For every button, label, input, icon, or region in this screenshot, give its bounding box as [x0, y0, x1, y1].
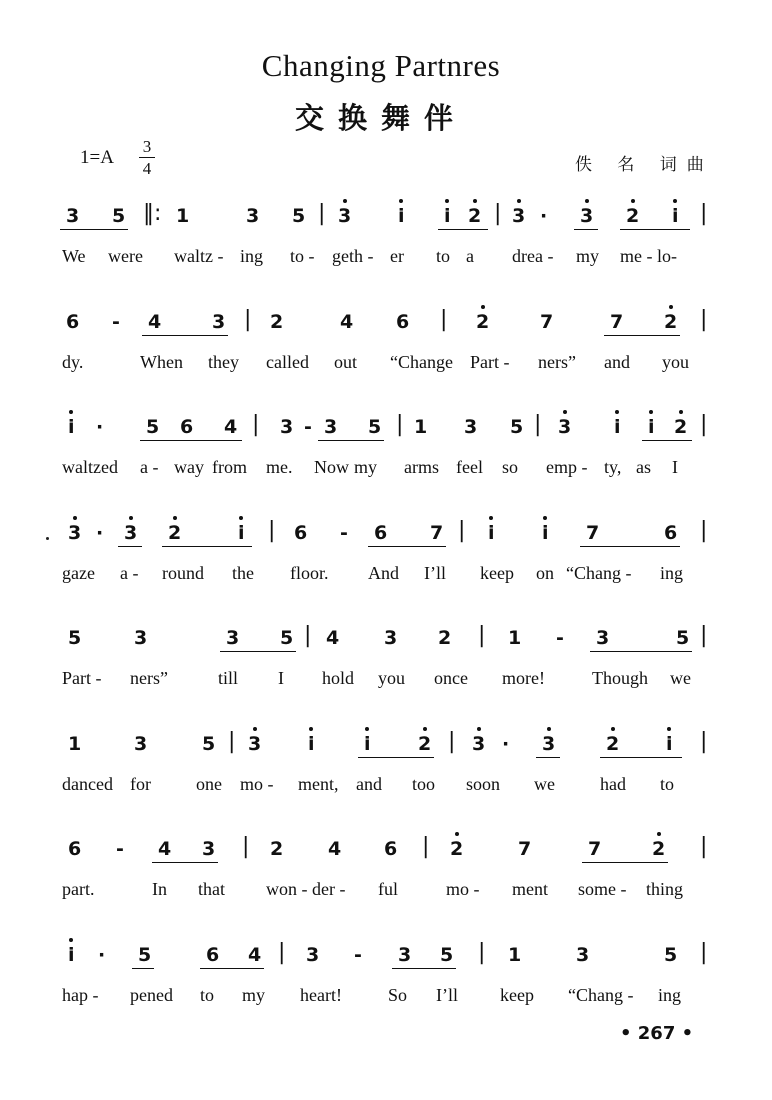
- lyric-syllable: When: [140, 352, 183, 372]
- barline: |: [422, 834, 430, 859]
- lyric-syllable: keep: [480, 563, 514, 583]
- note: 4: [224, 416, 238, 438]
- lyric-syllable: ing: [240, 246, 264, 266]
- note: ·: [96, 522, 104, 544]
- note: 5: [112, 205, 126, 227]
- underline-beam: [536, 757, 560, 758]
- note: 4: [158, 838, 172, 860]
- lyric-syllable: some -: [578, 879, 627, 899]
- note: 4: [328, 838, 342, 860]
- note: 2: [168, 522, 182, 544]
- note: ·: [540, 205, 548, 227]
- underline-beam: [620, 229, 690, 230]
- note: 5: [510, 416, 524, 438]
- note: 3: [124, 522, 138, 544]
- lyric-syllable: floor.: [290, 563, 329, 583]
- lyric-syllable: emp -: [546, 457, 588, 477]
- barline: |: [700, 623, 708, 648]
- lyric-syllable: I: [672, 457, 678, 477]
- note: 3: [212, 311, 226, 333]
- note: 3: [134, 627, 148, 649]
- underline-beam: [574, 229, 598, 230]
- note: 3: [68, 522, 82, 544]
- lyric-syllable: keep: [500, 985, 534, 1005]
- underline-beam: [582, 862, 668, 863]
- note: 3: [558, 416, 572, 438]
- lyric-syllable: me.: [266, 457, 293, 477]
- lyric-syllable: the: [232, 563, 254, 583]
- barline: |: [228, 729, 236, 754]
- note: 7: [518, 838, 532, 860]
- note: i: [542, 522, 549, 544]
- note: i: [614, 416, 621, 438]
- lyric-syllable: ing: [660, 563, 684, 583]
- barline: |: [700, 412, 708, 437]
- note: 7: [586, 522, 600, 544]
- barline: |: [700, 834, 708, 859]
- lyric-syllable: we: [534, 774, 555, 794]
- lyric-syllable: round: [162, 563, 204, 583]
- lyric-syllable: gaze: [62, 563, 95, 583]
- note: ·: [98, 944, 106, 966]
- lyric-syllable: ment: [512, 879, 548, 899]
- lyric-syllable: feel: [456, 457, 483, 477]
- lyric-syllable: we: [670, 668, 691, 688]
- composer-credit: 佚 名 词曲: [575, 155, 714, 175]
- underline-beam: [358, 757, 434, 758]
- underline-beam: [590, 651, 692, 652]
- note: 2: [438, 627, 452, 649]
- lyric-syllable: a -: [140, 457, 159, 477]
- note: 5: [676, 627, 690, 649]
- note: 2: [652, 838, 666, 860]
- song-title: Changing Partnres: [261, 48, 501, 83]
- note: 3: [134, 733, 148, 755]
- lyric-syllable: hold: [322, 668, 355, 688]
- barline: |: [304, 623, 312, 648]
- note: 7: [430, 522, 444, 544]
- note: 1: [68, 733, 82, 755]
- lyric-syllable: out: [334, 352, 358, 372]
- lyric-syllable: ty,: [604, 457, 622, 477]
- time-signature-denominator: 4: [142, 159, 152, 178]
- time-signature-numerator: 3: [142, 137, 152, 156]
- lyric-syllable: arms: [404, 457, 439, 477]
- underline-beam: [140, 440, 242, 441]
- lyric-syllable: so: [502, 457, 519, 477]
- lyric-syllable: as: [636, 457, 651, 477]
- lyric-syllable: that: [198, 879, 225, 899]
- score-system: [0, 201, 772, 315]
- note: 3: [324, 416, 338, 438]
- lyric-syllable: pened: [130, 985, 173, 1005]
- note: 2: [606, 733, 620, 755]
- note: -: [340, 522, 348, 544]
- lyric-syllable: to: [660, 774, 675, 794]
- barline: |: [700, 729, 708, 754]
- underline-beam: [580, 546, 680, 547]
- note: 6: [66, 311, 80, 333]
- lyric-syllable: “Change: [390, 352, 453, 372]
- note: 2: [664, 311, 678, 333]
- underline-beam: [600, 757, 682, 758]
- note: 2: [418, 733, 432, 755]
- note: 5: [280, 627, 294, 649]
- lyric-syllable: So: [388, 985, 408, 1005]
- underline-beam: [152, 862, 218, 863]
- note: 7: [610, 311, 624, 333]
- lyric-syllable: In: [152, 879, 167, 899]
- score-system: [0, 729, 772, 843]
- note: 2: [476, 311, 490, 333]
- note: 4: [340, 311, 354, 333]
- underline-beam: [392, 968, 456, 969]
- underline-beam: [438, 229, 488, 230]
- lyric-syllable: a -: [120, 563, 139, 583]
- note: 7: [540, 311, 554, 333]
- note: 5: [68, 627, 82, 649]
- note: 6: [294, 522, 308, 544]
- note: 3: [202, 838, 216, 860]
- lyric-syllable: ners”: [538, 352, 576, 372]
- lyric-syllable: We: [62, 246, 86, 266]
- note: 5: [138, 944, 152, 966]
- song-subtitle: 交换舞伴: [294, 101, 467, 135]
- key-signature: 1=A: [80, 147, 114, 168]
- note: 1: [176, 205, 190, 227]
- note: 3: [576, 944, 590, 966]
- note: 6: [664, 522, 678, 544]
- underline-beam: [60, 229, 128, 230]
- note: 5: [368, 416, 382, 438]
- lyric-syllable: Part -: [470, 352, 510, 372]
- note: i: [444, 205, 451, 227]
- underline-beam: [318, 440, 384, 441]
- lyric-syllable: thing: [646, 879, 684, 899]
- note: i: [68, 944, 75, 966]
- lyric-syllable: I’ll: [424, 563, 446, 583]
- lyric-syllable: my: [354, 457, 378, 477]
- lyric-syllable: And: [368, 563, 399, 583]
- barline: |: [242, 834, 250, 859]
- lyric-syllable: “Chang -: [568, 985, 634, 1005]
- note: 2: [674, 416, 688, 438]
- underline-beam: [604, 335, 680, 336]
- lyric-syllable: to: [200, 985, 215, 1005]
- note: 3: [226, 627, 240, 649]
- note: 2: [270, 311, 284, 333]
- barline: |: [278, 940, 286, 965]
- lyric-syllable: ment,: [298, 774, 339, 794]
- note: 6: [384, 838, 398, 860]
- note: -: [112, 311, 120, 333]
- note: i: [308, 733, 315, 755]
- time-signature-bar: [139, 157, 155, 158]
- score-system: [0, 518, 772, 632]
- barline: |: [252, 412, 260, 437]
- barline: |: [318, 201, 326, 226]
- lyric-syllable: heart!: [300, 985, 342, 1005]
- lyric-syllable: more!: [502, 668, 545, 688]
- barline: |: [478, 623, 486, 648]
- score-system: [0, 623, 772, 737]
- note: i: [238, 522, 245, 544]
- note: 1: [414, 416, 428, 438]
- lyric-syllable: a: [466, 246, 474, 266]
- lyric-syllable: danced: [62, 774, 113, 794]
- note: 3: [280, 416, 294, 438]
- barline: |: [700, 518, 708, 543]
- note: -: [354, 944, 362, 966]
- barline: |: [458, 518, 466, 543]
- note: 5: [292, 205, 306, 227]
- note: 5: [664, 944, 678, 966]
- lyric-syllable: to -: [290, 246, 315, 266]
- lyric-syllable: ners”: [130, 668, 168, 688]
- note: 2: [468, 205, 482, 227]
- lyric-syllable: way: [174, 457, 204, 477]
- note: i: [364, 733, 371, 755]
- lyric-syllable: mo -: [446, 879, 480, 899]
- barline: |: [700, 201, 708, 226]
- lyric-syllable: I: [278, 668, 284, 688]
- lyric-syllable: you: [662, 352, 689, 372]
- note: -: [556, 627, 564, 649]
- lyric-syllable: Now: [314, 457, 349, 477]
- note: 6: [396, 311, 410, 333]
- note: i: [648, 416, 655, 438]
- score-system: [0, 834, 772, 948]
- note: i: [672, 205, 679, 227]
- lyric-syllable: were: [108, 246, 143, 266]
- note: 3: [338, 205, 352, 227]
- note: 2: [450, 838, 464, 860]
- margin-mark: [46, 537, 49, 540]
- underline-beam: [642, 440, 692, 441]
- note: 3: [248, 733, 262, 755]
- note: i: [68, 416, 75, 438]
- barline: |: [448, 729, 456, 754]
- note: i: [398, 205, 405, 227]
- lyric-syllable: for: [130, 774, 151, 794]
- lyric-syllable: waltzed: [62, 457, 118, 477]
- note: 3: [246, 205, 260, 227]
- lyric-syllable: and: [356, 774, 382, 794]
- lyric-syllable: they: [208, 352, 239, 372]
- lyric-syllable: to: [436, 246, 451, 266]
- lyric-syllable: hap -: [62, 985, 99, 1005]
- time-signature: [139, 137, 155, 178]
- note: 3: [512, 205, 526, 227]
- lyric-syllable: soon: [466, 774, 501, 794]
- barline: |: [268, 518, 276, 543]
- note: 4: [326, 627, 340, 649]
- lyric-syllable: Though: [592, 668, 648, 688]
- note: 5: [440, 944, 454, 966]
- score-system: [0, 307, 772, 421]
- barline: |: [534, 412, 542, 437]
- lyric-syllable: called: [266, 352, 309, 372]
- score-system: [0, 412, 772, 526]
- lyric-syllable: ful: [378, 879, 398, 899]
- lyric-syllable: I’ll: [436, 985, 458, 1005]
- note: 2: [270, 838, 284, 860]
- lyric-syllable: my: [576, 246, 600, 266]
- barline: |: [494, 201, 502, 226]
- lyric-syllable: had: [600, 774, 626, 794]
- note: 3: [306, 944, 320, 966]
- lyric-syllable: dy.: [62, 352, 84, 372]
- note: 7: [588, 838, 602, 860]
- note: 3: [464, 416, 478, 438]
- lyric-syllable: geth -: [332, 246, 374, 266]
- lyric-syllable: ing: [658, 985, 682, 1005]
- note: 4: [148, 311, 162, 333]
- lyric-syllable: drea -: [512, 246, 554, 266]
- barline: |: [396, 412, 404, 437]
- lyric-syllable: you: [378, 668, 405, 688]
- note: 2: [626, 205, 640, 227]
- note: 6: [68, 838, 82, 860]
- lyric-syllable: till: [218, 668, 239, 688]
- note: 6: [206, 944, 220, 966]
- underline-beam: [368, 546, 446, 547]
- note: 5: [202, 733, 216, 755]
- lyric-syllable: mo -: [240, 774, 274, 794]
- note: 3: [596, 627, 610, 649]
- note: 1: [508, 944, 522, 966]
- barline: |: [478, 940, 486, 965]
- note: 3: [542, 733, 556, 755]
- lyric-syllable: Part -: [62, 668, 102, 688]
- lyric-syllable: on: [536, 563, 554, 583]
- barline: |: [440, 307, 448, 332]
- underline-beam: [118, 546, 142, 547]
- lyric-syllable: too: [412, 774, 436, 794]
- lyric-syllable: part.: [62, 879, 95, 899]
- note: 6: [374, 522, 388, 544]
- note: 3: [398, 944, 412, 966]
- lyric-syllable: from: [212, 457, 247, 477]
- barline: |: [700, 940, 708, 965]
- lyric-syllable: er: [390, 246, 404, 266]
- barline: |: [244, 307, 252, 332]
- barline: |: [700, 307, 708, 332]
- lyric-syllable: my: [242, 985, 266, 1005]
- underline-beam: [132, 968, 154, 969]
- lyric-syllable: waltz -: [174, 246, 224, 266]
- underline-beam: [200, 968, 264, 969]
- note: ·: [502, 733, 510, 755]
- lyric-syllable: once: [434, 668, 468, 688]
- note: 3: [472, 733, 486, 755]
- lyric-syllable: and: [604, 352, 630, 372]
- underline-beam: [142, 335, 228, 336]
- note: ·: [96, 416, 104, 438]
- note: i: [488, 522, 495, 544]
- page-number: • 267 •: [620, 1023, 694, 1044]
- note: -: [304, 416, 312, 438]
- note: 1: [508, 627, 522, 649]
- underline-beam: [220, 651, 296, 652]
- lyric-syllable: won - der -: [266, 879, 346, 899]
- note: 3: [580, 205, 594, 227]
- note: 3: [384, 627, 398, 649]
- note: 4: [248, 944, 262, 966]
- barline: ‖:: [143, 201, 162, 226]
- lyric-syllable: me - lo-: [620, 246, 677, 266]
- note: -: [116, 838, 124, 860]
- note: i: [666, 733, 673, 755]
- underline-beam: [162, 546, 252, 547]
- lyric-syllable: one: [196, 774, 222, 794]
- lyric-syllable: “Chang -: [566, 563, 632, 583]
- note: 5: [146, 416, 160, 438]
- note: 6: [180, 416, 194, 438]
- note: 3: [66, 205, 80, 227]
